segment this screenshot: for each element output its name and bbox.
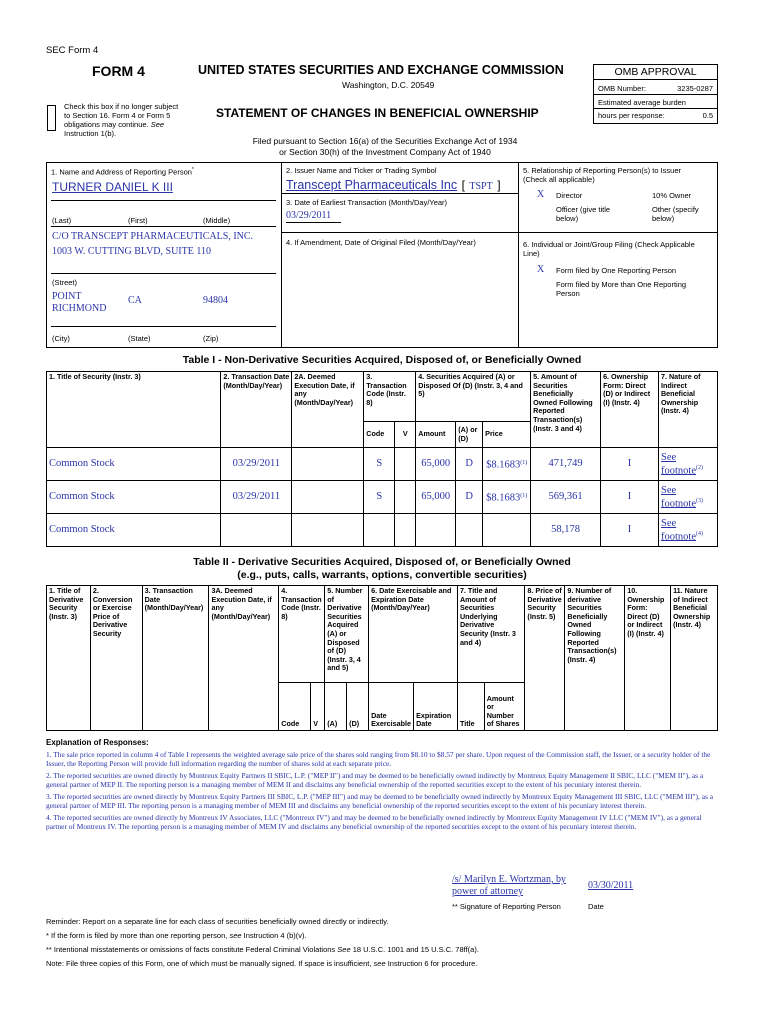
see-link[interactable]: See [660,451,677,463]
cell-title: Common Stock [49,457,115,469]
director-mark: X [537,189,545,200]
t2-h7: 7. Title and Amount of Securities Underlying Derivative Security (Instr. 3 and 4) [457,586,524,683]
footnote-ref[interactable]: (2) [695,464,703,471]
statement-title: STATEMENT OF CHANGES IN BENEFICIAL OWNERSHIP [216,106,539,120]
t2-a: (A) [325,683,347,731]
cell-price: $8.1683 [486,458,521,470]
t1-h5: 5. Amount of Securities Beneficially Owned Following Reported Transaction(s) (Instr. 3 and 4) [531,372,601,448]
box5-label: 5. Relationship of Reporting Person(s) to Issuer (Check all applicable) [523,166,681,184]
cell-owned: 569,361 [548,490,583,502]
zip-label: (Zip) [203,334,219,343]
explanation-notes [46,750,718,834]
note-1: 1. The sale price reported in column 4 of Table I represents the weighted average sale price of the shares sold ranging from $8.10 to $8.57 per share. Upon request of the Commission staff, the Issuer, or a security holder of the Issuer, the Reporting Person will provide full information regarding the number of shares sold at each separate price. [46,750,711,768]
cell-price: $8.1683 [486,491,521,503]
omb-approval-box [593,64,718,124]
t2-h4: 4. Transaction Code (Instr. 8) [279,586,325,683]
form-title: FORM 4 [92,63,145,79]
t1-h7: 7. Nature of Indirect Beneficial Ownership (Instr. 4) [658,372,717,448]
see-link[interactable]: See [660,484,677,496]
t1-aord: (A) or (D) [456,422,483,448]
issuer-name-link[interactable]: Transcept Pharmaceuticals Inc [286,178,458,192]
cell-code: S [376,457,383,469]
t1-price: Price [483,422,531,448]
table1-row [47,514,718,547]
last-label: (Last) [52,216,72,225]
t1-h3: 3. Transaction Code (Instr. 8) [364,372,416,422]
filed-pursuant-2: or Section 30(h) of the Investment Company Act of 1940 [279,147,491,157]
omb-number-label: OMB Number: [598,84,646,93]
footnote-ref[interactable]: (3) [695,497,703,504]
burden-label: Estimated average burden [598,98,686,107]
footnote-link[interactable]: footnote [660,531,696,543]
date-label: Date [588,902,604,911]
table2 [46,585,718,731]
middle-label: (Middle) [203,216,231,225]
commission-title: UNITED STATES SECURITIES AND EXCHANGE COMMISSION [198,63,564,77]
t2-expiration: Expiration Date [414,683,458,731]
city-label: (City) [52,334,70,343]
price-footnote-ref[interactable]: (1) [520,459,528,466]
nature-footnote [661,485,715,510]
cell-form: I [627,457,632,469]
signature-name: /s/ Marilyn E. Wortzman, by power of attorney [452,874,566,897]
footnote-ref[interactable]: (4) [695,530,703,537]
t2-h3: 3. Transaction Date (Month/Day/Year) [142,586,209,731]
table1-row [47,481,718,514]
t2-code: Code [279,683,311,731]
t1-h2: 2. Transaction Date (Month/Day/Year) [221,372,292,448]
note-3: 3. The reported securities are owned directly by Montreux Equity Partners III SBIC, L.P. ("MEP III") and may be deemed to be beneficially owned indirectly by Montreux Equity Management III SBIC, LLC ("MEM III"), as a general partner of MEP III. The reporting person is a managing member of MEM III and disclaims any beneficial ownership of the reported securities except to the extent of his pecuniary interest therein. [46,792,713,810]
table1 [46,371,718,547]
t1-h1: 1. Title of Security (Instr. 3) [47,372,221,448]
cell-form: I [627,490,632,502]
cell-title: Common Stock [49,490,115,502]
cell-ad: D [465,457,473,469]
filed-pursuant-1: Filed pursuant to Section 16(a) of the Securities Exchange Act of 1934 [252,136,518,146]
table1-title: Table I - Non-Derivative Securities Acquired, Disposed of, or Beneficially Owned [182,354,582,366]
cell-owned: 58,178 [551,523,581,535]
omb-number-value: 3235-0287 [677,84,713,93]
t2-h3a: 3A. Deemed Execution Date, if any (Month/Day/Year) [209,586,279,731]
more-persons-label: Form filed by More than One Reporting Person [556,280,687,298]
t1-h2a: 2A. Deemed Execution Date, if any (Month/Day/Year) [292,372,364,448]
double-star-note: ** Intentional misstatements or omissions of facts constitute Federal Criminal Violations See 18 U.S.C. 1001 and 15 U.S.C. 78ff(a). [46,945,479,954]
t2-title: Title [457,683,484,731]
issuer-line: Transcept Pharmaceuticals Inc [ TSPT ] [286,178,501,192]
footnote-link[interactable]: footnote [660,465,696,477]
reporting-person-name[interactable]: TURNER DANIEL K III [52,180,173,194]
street-label: (Street) [52,278,78,287]
hours-value: 0.5 [702,111,713,120]
state-value: CA [128,295,142,306]
state-label: (State) [128,334,151,343]
box2-label: 2. Issuer Name and Ticker or Trading Symbol [286,166,437,175]
signature-label: ** Signature of Reporting Person [452,902,561,911]
cell-date: 03/29/2011 [232,490,281,502]
cell-amount: 65,000 [421,490,451,502]
cell-date: 03/29/2011 [232,457,281,469]
city-line: Washington, D.C. 20549 [342,80,435,90]
city-value: POINT RICHMOND [52,291,107,314]
officer-label: Officer (give title below) [556,205,611,223]
t2-h5: 5. Number of Derivative Securities Acquired (A) or Disposed of (D) (Instr. 3, 4 and 5) [325,586,369,683]
one-person-mark: X [537,264,545,275]
t2-h11: 11. Nature of Indirect Beneficial Ownership (Instr. 4) [671,586,718,731]
nature-footnote [661,518,715,543]
t1-code: Code [364,422,395,448]
ten-percent-owner-label: 10% Owner [652,191,692,200]
first-label: (First) [128,216,148,225]
hours-label: hours per response: [598,111,665,120]
address-line-1: C/O TRANSCEPT PHARMACEUTICALS, INC. [52,231,254,242]
cell-amount: 65,000 [421,457,451,469]
table1-row [47,448,718,481]
t2-d: (D) [347,683,369,731]
director-label: Director [556,191,583,200]
signature-date: 03/30/2011 [588,880,634,891]
t2-amount: Amount or Number of Shares [484,683,525,731]
box4-label: 4. If Amendment, Date of Original Filed (Month/Day/Year) [286,238,476,247]
other-label: Other (specify below) [652,205,699,223]
t1-v: V [395,422,416,448]
see-link[interactable]: See [660,517,677,529]
t2-h2: 2. Conversion or Exercise Price of Derivative Security [90,586,142,731]
t2-h6: 6. Date Exercisable and Expiration Date (Month/Day/Year) [369,586,458,683]
address-line-2: 1003 W. CUTTING BLVD, SUITE 110 [52,246,211,257]
one-person-label: Form filed by One Reporting Person [556,266,677,275]
t2-h9: 9. Number of derivative Securities Beneficially Owned Following Reported Transaction(s) (Instr. 4) [565,586,625,731]
file-note: Note: File three copies of this Form, one of which must be manually signed. If space is insufficient, see Instruction 6 for procedure. [46,959,478,968]
t2-date-exercisable: Date Exercisable [369,683,414,731]
reminder-text: Reminder: Report on a separate line for each class of securities beneficially owned directly or indirectly. [46,917,389,926]
zip-value: 94804 [203,295,228,306]
t2-v: V [311,683,325,731]
checkbox-text: Check this box if no longer subject to Section 16. Form 4 or Form 5 obligations may continue. See Instruction 1(b). [64,102,179,138]
price-footnote-ref[interactable]: (1) [520,492,528,499]
t1-h4: 4. Securities Acquired (A) or Disposed Of (D) (Instr. 3, 4 and 5) [416,372,531,422]
footnote-link[interactable]: footnote [660,498,696,510]
box6-label: 6. Individual or Joint/Group Filing (Check Applicable Line) [523,240,695,258]
t2-h10: 10. Ownership Form: Direct (D) or Indirect (I) (Instr. 4) [625,586,671,731]
star-note: * If the form is filed by more than one reporting person, see Instruction 4 (b)(v). [46,931,307,940]
earliest-transaction-date: 03/29/2011 [286,210,332,221]
cell-form: I [627,523,632,535]
note-4: 4. The reported securities are owned directly by Montreux IV Associates, LLC ("Montreux IV") and may be deemed to be beneficially owned indirectly by Montreux Equity Management IV LLC ("MEM IV"), as a general partner of Montreux IV. The reporting person is a managing member of MEM IV and disclaims any beneficial ownership of the reported securities except to the extent of his pecuniary interest therein. [46,813,702,831]
no-longer-subject-checkbox[interactable] [47,105,56,131]
box1-label: 1. Name and Address of Reporting Person* [51,167,194,177]
t1-amount: Amount [416,422,456,448]
cell-code: S [376,490,383,502]
cell-ad: D [465,490,473,502]
omb-title: OMB APPROVAL [594,65,717,80]
ticker-symbol: TSPT [469,181,493,192]
explanation-title: Explanation of Responses: [46,738,149,747]
nature-footnote [661,452,715,477]
box3-label: 3. Date of Earliest Transaction (Month/Day/Year) [286,198,448,207]
table2-title: Table II - Derivative Securities Acquired, Disposed of, or Beneficially Owned (e.g., puts, calls, warrants, options, convertible securities) [193,556,571,581]
cell-title: Common Stock [49,523,115,535]
t1-h6: 6. Ownership Form: Direct (D) or Indirect (I) (Instr. 4) [601,372,659,448]
cell-owned: 471,749 [548,457,583,469]
t2-h1: 1. Title of Derivative Security (Instr. 3) [47,586,91,731]
sec-form-label: SEC Form 4 [46,45,99,56]
t2-h8: 8. Price of Derivative Security (Instr. 5) [525,586,565,731]
note-2: 2. The reported securities are owned directly by Montreux Equity Partners II SBIC, L.P. ("MEP II") and may be deemed to be beneficially owned indirectly by Montreux Equity Management II SBIC, LLC ("MEM II"), as a general partner of MEP II. The reporting person is a managing member of MEM II and disclaims any beneficial ownership of the reported securities except to the extent of his pecuniary interest therein. [46,771,704,789]
